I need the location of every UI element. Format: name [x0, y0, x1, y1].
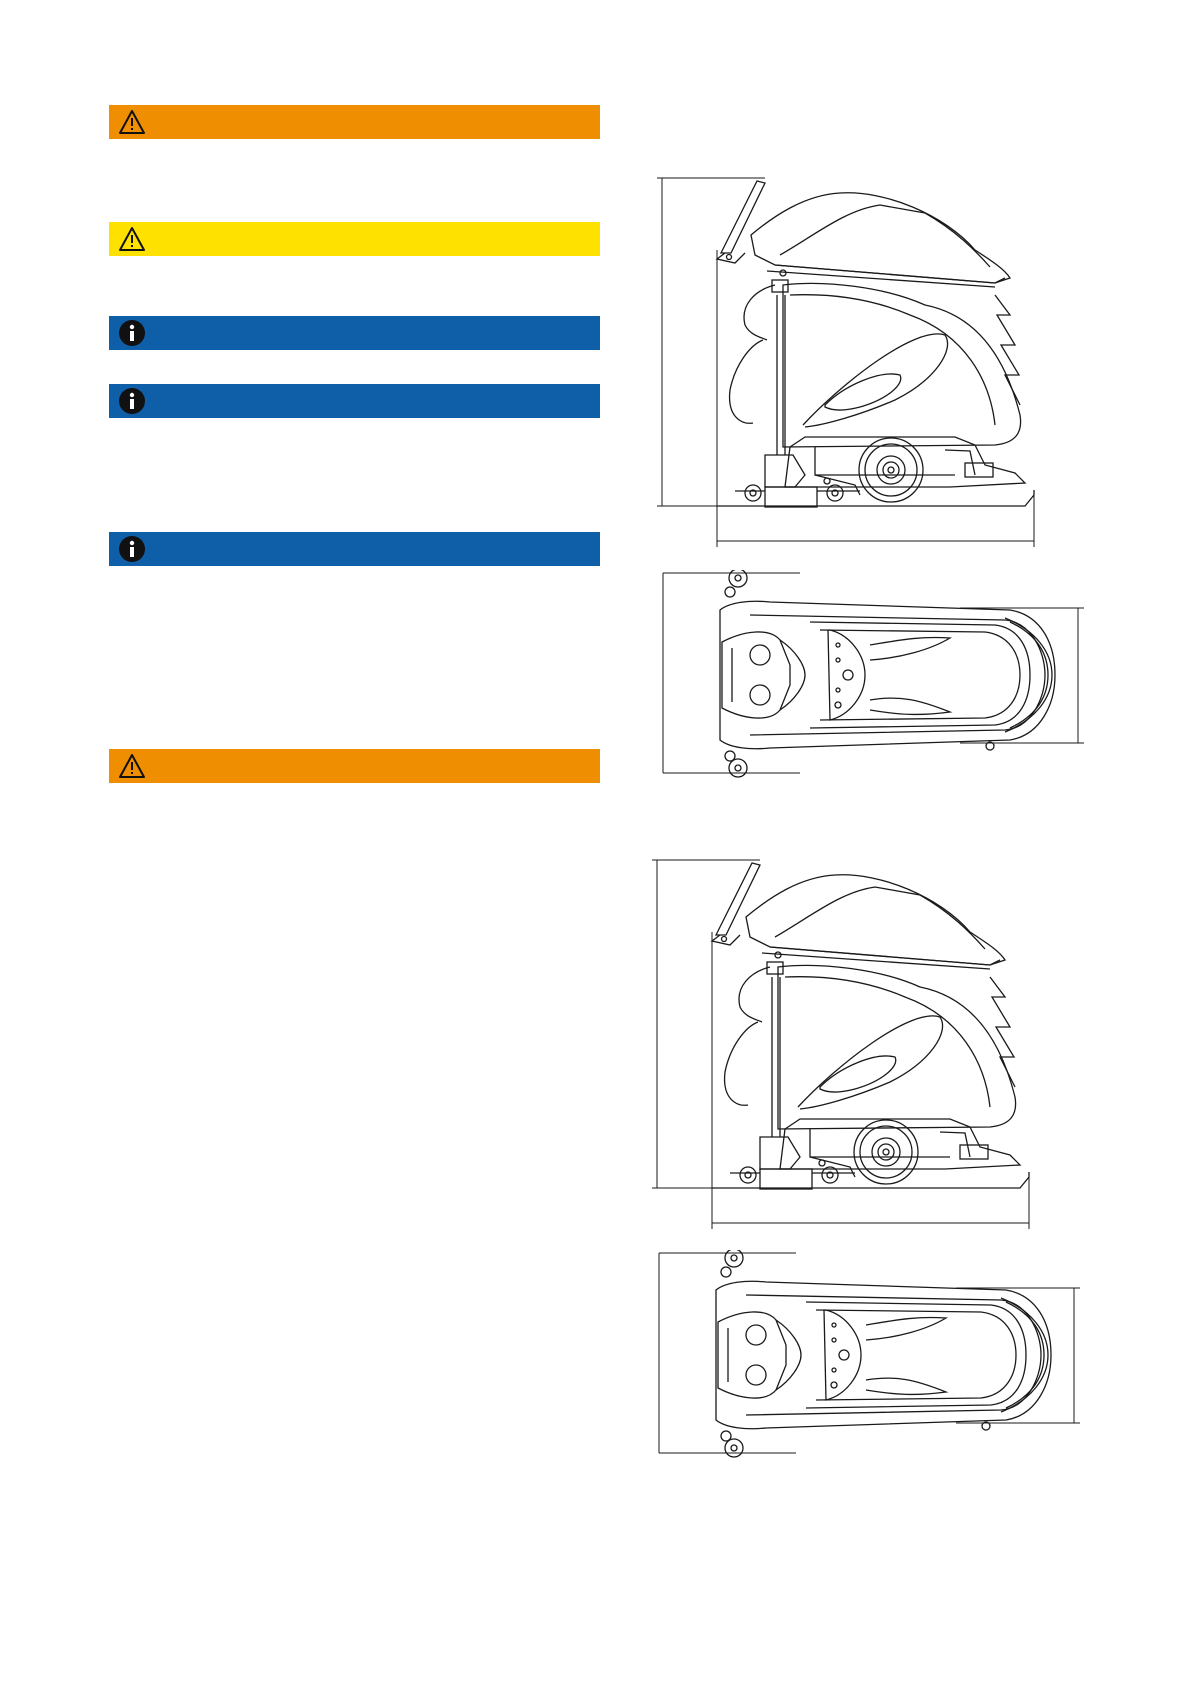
machine-top-view-2 — [656, 1250, 1086, 1460]
squeegee-wheel-icon — [721, 1250, 743, 1277]
info-icon — [117, 386, 147, 416]
caution-bar — [109, 222, 600, 256]
info-bar-1 — [109, 316, 600, 350]
machine-top-view-1 — [660, 570, 1090, 780]
warning-bar-2 — [109, 749, 600, 783]
machine-side-view-2 — [650, 857, 1050, 1237]
info-bar-3 — [109, 532, 600, 566]
warning-triangle-icon — [117, 224, 147, 254]
info-icon — [117, 318, 147, 348]
height-dimension-line — [652, 860, 760, 1188]
rear-wheel-icon — [859, 438, 923, 502]
info-bar-2 — [109, 384, 600, 418]
warning-bar-1 — [109, 105, 600, 139]
height-dimension-line — [657, 178, 765, 506]
warning-triangle-icon — [117, 107, 147, 137]
warning-triangle-icon — [117, 751, 147, 781]
info-icon — [117, 534, 147, 564]
squeegee-wheel-icon — [725, 570, 747, 597]
machine-side-view-1 — [655, 175, 1055, 555]
rear-wheel-icon — [854, 1120, 918, 1184]
